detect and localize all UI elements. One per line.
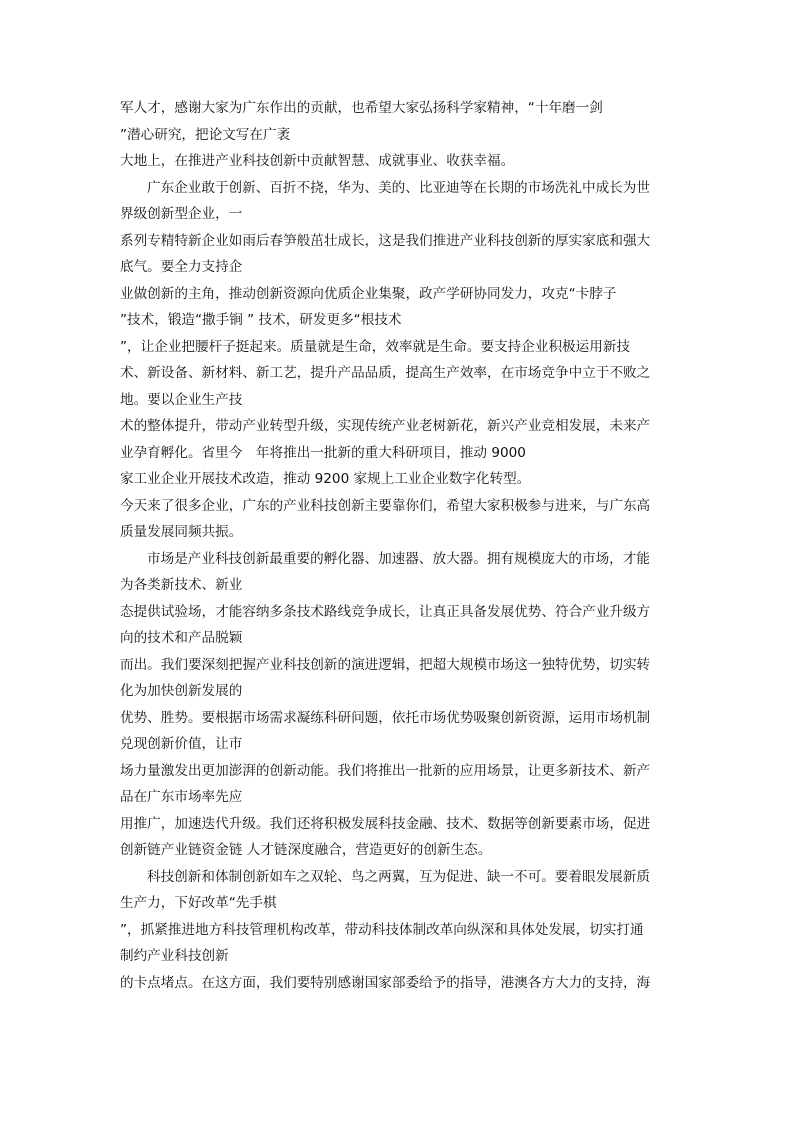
text-line: 质量发展同频共振。 <box>120 524 243 540</box>
text-line: 军人才，感谢大家为广东作出的贡献，也希望大家弘扬科学家精神，“十年磨一剑 <box>120 100 603 116</box>
text-line: 品在广东市场率先应 <box>120 789 243 805</box>
text-line: 的卡点堵点。在这方面，我们要特别感谢国家部委给予的指导，港澳各方大力的支持，海 <box>120 974 651 991</box>
text-line: 底气。要全力支持企 <box>120 259 243 275</box>
text-line: 市场是产业科技创新最重要的孵化器、加速器、放大器。拥有规模庞大的市场，才能 <box>147 550 650 567</box>
text-line: 兑现创新价值，让市 <box>120 736 243 752</box>
text-line: 创新链产业链资金链 人才链深度融合，营造更好的创新生态。 <box>120 842 492 858</box>
text-line: 用推广，加速迭代升级。我们还将积极发展科技金融、技术、数据等创新要素市场，促进 <box>120 815 651 832</box>
text-line: 业孕育孵化。省里今 年将推出一批新的重大科研项目，推动 9000 <box>120 444 526 461</box>
text-line: 生产力，下好改革“先手棋 <box>120 895 277 911</box>
text-line: 术、新设备、新材料、新工艺，提升产品品质，提高生产效率，在市场竞争中立于不败之 <box>120 365 651 381</box>
text-line: 场力量激发出更加澎湃的创新动能。我们将推出一批新的应用场景，让更多新技术、新产 <box>120 762 651 779</box>
text-line: 优势、胜势。要根据市场需求凝练科研问题，依托市场优势吸聚创新资源，运用市场机制 <box>120 709 651 726</box>
text-line: 态提供试验场，才能容纳多条技术路线竞争成长，让真正具备发展优势、符合产业升级方 <box>120 603 651 620</box>
text-line: 家工业企业开展技术改造，推动 9200 家规上工业企业数字化转型。 <box>120 471 531 487</box>
text-line: 界级创新型企业，一 <box>120 206 243 222</box>
text-line: 广东企业敢于创新、百折不挠，华为、美的、比亚迪等在长期的市场洗礼中成长为世 <box>147 179 650 196</box>
text-line: ”潜心研究，把论文写在广袤 <box>120 126 291 143</box>
document-body <box>120 95 668 996</box>
text-line: ”，抓紧推进地方科技管理机构改革，带动科技体制改革向纵深和具体处发展，切实打通 <box>120 921 644 938</box>
text-line: 科技创新和体制创新如车之双轮、鸟之两翼，互为促进、缺一不可。要着眼发展新质 <box>147 868 650 885</box>
text-line: 向的技术和产品脱颖 <box>120 630 243 646</box>
text-line: 术的整体提升，带动产业转型升级，实现传统产业老树新花，新兴产业竞相发展，未来产 <box>120 418 651 434</box>
text-line: ”，让企业把腰杆子挺起来。质量就是生命，效率就是生命。要支持企业积极运用新技 <box>120 338 631 355</box>
text-line: 地。要以企业生产技 <box>120 391 243 408</box>
text-line: 大地上，在推进产业科技创新中贡献智慧、成就事业、收获幸福。 <box>120 153 515 169</box>
text-line: 而出。我们要深刻把握产业科技创新的演进逻辑，把超大规模市场这一独特优势，切实转 <box>120 656 651 673</box>
text-line: 今天来了很多企业，广东的产业科技创新主要靠你们，希望大家积极参与进来，与广东高 <box>120 497 651 514</box>
text-line: 系列专精特新企业如雨后春笋般茁壮成长，这是我们推进产业科技创新的厚实家底和强大 <box>120 232 651 249</box>
text-line: 制约产业科技创新 <box>120 948 229 964</box>
text-line: 化为加快创新发展的 <box>120 683 243 699</box>
text-line: 业做创新的主角，推动创新资源向优质企业集聚，政产学研协同发力，攻克“卡脖子 <box>120 285 617 302</box>
text-line: 为各类新技术、新业 <box>120 577 243 593</box>
text-line: ”技术，锻造“撒手锏 ” 技术，研发更多“根技术 <box>120 312 402 328</box>
